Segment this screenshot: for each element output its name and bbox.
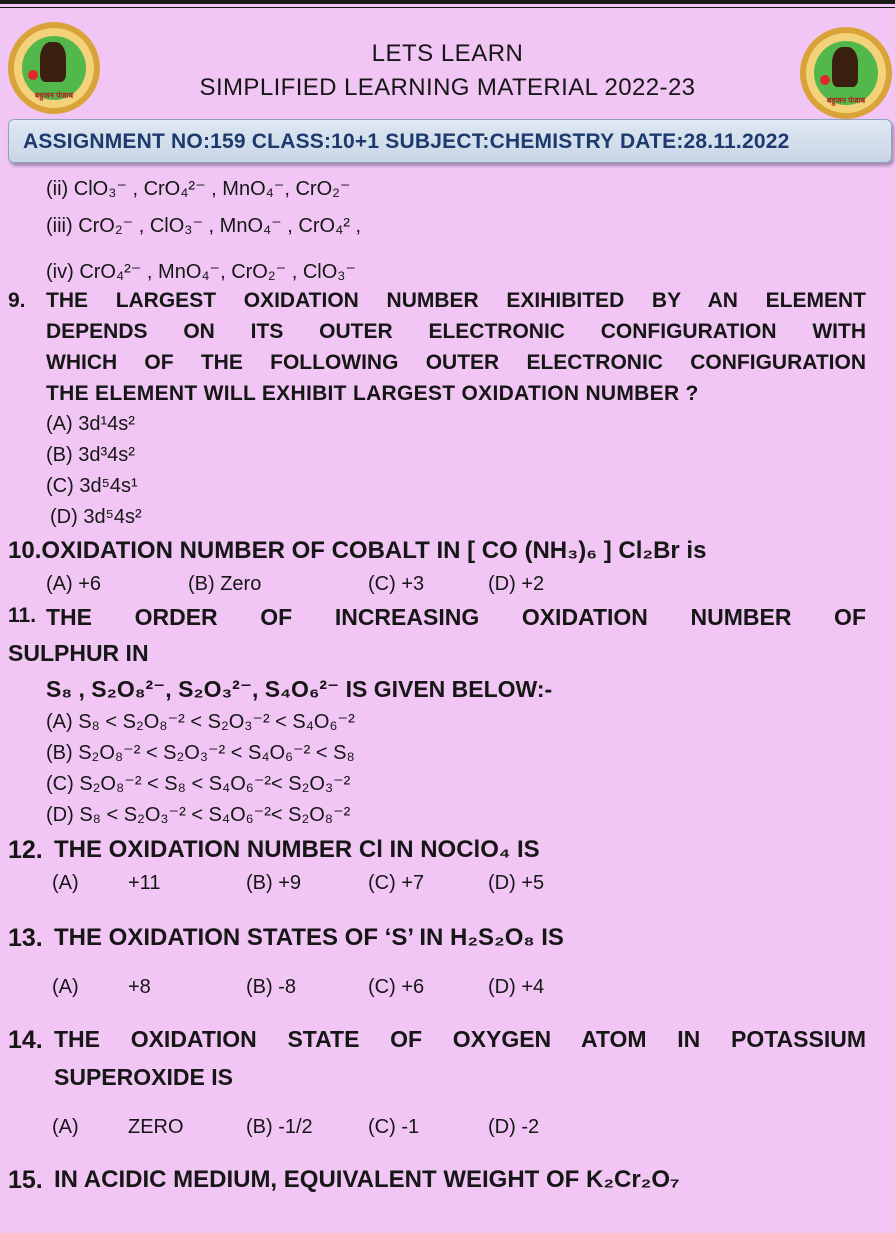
q11-option-c: (C) S₂O₈⁻² < S₈ < S₄O₆⁻²< S₂O₃⁻² (46, 773, 351, 795)
assignment-info: ASSIGNMENT NO:159 CLASS:10+1 SUBJECT:CHEMISTRY DATE:28.11.2022 (23, 130, 790, 153)
q12-option-a-value: +11 (128, 872, 161, 894)
q12-text: THE OXIDATION NUMBER Cl IN NOClO₄ IS (54, 836, 540, 863)
q12-option-a: (A) (52, 872, 79, 894)
q12-option-d: (D) +5 (488, 872, 545, 894)
q13-option-a: (A) (52, 976, 79, 998)
q11-option-d: (D) S₈ < S₂O₃⁻² < S₄O₆⁻²< S₂O₈⁻² (46, 804, 351, 826)
q11-text-line2: SULPHUR IN (8, 640, 149, 666)
q13-option-d: (D) +4 (488, 976, 545, 998)
logo-caption: बहुजन पंजाब (826, 96, 866, 105)
q13-option-c: (C) +6 (368, 976, 425, 998)
q9-option-c: (C) 3d⁵4s¹ (46, 475, 138, 497)
q14-option-d: (D) -2 (488, 1116, 540, 1138)
q9-option-d: (D) 3d⁵4s² (50, 506, 142, 528)
q11-text-line3: S₈ , S₂O₈²⁻, S₂O₃²⁻, S₄O₆²⁻ IS GIVEN BELOW:- (46, 676, 553, 702)
q11-option-b: (B) S₂O₈⁻² < S₂O₃⁻² < S₄O₆⁻² < S₈ (46, 742, 355, 764)
q10-option-d: (D) +2 (488, 573, 545, 595)
q9-text-line4: THE ELEMENT WILL EXHIBIT LARGEST OXIDATION NUMBER ? (46, 382, 699, 405)
logo-caption: बहुजन पंजाब (34, 91, 74, 100)
q13-text: THE OXIDATION STATES OF ‘S’ IN H₂S₂O₈ IS (54, 924, 564, 951)
q13-option-a-value: +8 (128, 976, 151, 998)
header-title: LETS LEARN (371, 40, 524, 67)
q9-option-a: (A) 3d¹4s² (46, 413, 135, 435)
q9-option-b: (B) 3d³4s² (46, 444, 135, 466)
q8-option-iv: (iv) CrO₄²⁻ , MnO₄⁻, CrO₂⁻ , ClO₃⁻ (46, 261, 356, 283)
q13-option-b: (B) -8 (246, 976, 296, 998)
q14-number: 14. (8, 1026, 43, 1054)
q11-number: 11. (8, 604, 37, 627)
q14-option-a: (A) (52, 1116, 79, 1138)
q12-option-c: (C) +7 (368, 872, 425, 894)
q12-number: 12. (8, 836, 43, 864)
q10-option-c: (C) +3 (368, 573, 425, 595)
header-subtitle: SIMPLIFIED LEARNING MATERIAL 2022-23 (199, 74, 696, 101)
q9-text-line1: THE LARGEST OXIDATION NUMBER EXIHIBITED BY AN ELEMENT (46, 289, 866, 312)
q10-option-b: (B) Zero (188, 573, 262, 595)
q15-number: 15. (8, 1166, 43, 1194)
top-rule-thin (0, 7, 895, 8)
q14-text-line2: SUPEROXIDE IS (54, 1064, 233, 1090)
q8-option-ii: (ii) ClO₃⁻ , CrO₄²⁻ , MnO₄⁻, CrO₂⁻ (46, 178, 351, 200)
q10-text: 10.OXIDATION NUMBER OF COBALT IN [ CO (NH₃)₆ ] Cl₂Br is (8, 537, 707, 564)
q9-text-line3: WHICH OF THE FOLLOWING OUTER ELECTRONIC CONFIGURATION (46, 351, 866, 374)
q15-text: IN ACIDIC MEDIUM, EQUIVALENT WEIGHT OF K₂Cr₂O₇ (54, 1166, 680, 1193)
q14-text-line1: THE OXIDATION STATE OF OXYGEN ATOM IN POTASSIUM (54, 1026, 866, 1052)
q10-option-a: (A) +6 (46, 573, 102, 595)
q14-option-c: (C) -1 (368, 1116, 420, 1138)
q14-option-b: (B) -1/2 (246, 1116, 313, 1138)
q11-option-a: (A) S₈ < S₂O₈⁻² < S₂O₃⁻² < S₄O₆⁻² (46, 711, 355, 733)
top-rule (0, 0, 895, 4)
assignment-banner (8, 119, 892, 163)
q13-number: 13. (8, 924, 43, 952)
q12-option-b: (B) +9 (246, 872, 302, 894)
q8-option-iii: (iii) CrO₂⁻ , ClO₃⁻ , MnO₄⁻ , CrO₄² , (46, 215, 361, 237)
q11-text-line1: THE ORDER OF INCREASING OXIDATION NUMBER OF (46, 604, 866, 630)
q9-text-line2: DEPENDS ON ITS OUTER ELECTRONIC CONFIGURATION WITH (46, 320, 866, 343)
q14-option-a-value: ZERO (128, 1116, 184, 1138)
q9-number: 9. (8, 289, 26, 312)
